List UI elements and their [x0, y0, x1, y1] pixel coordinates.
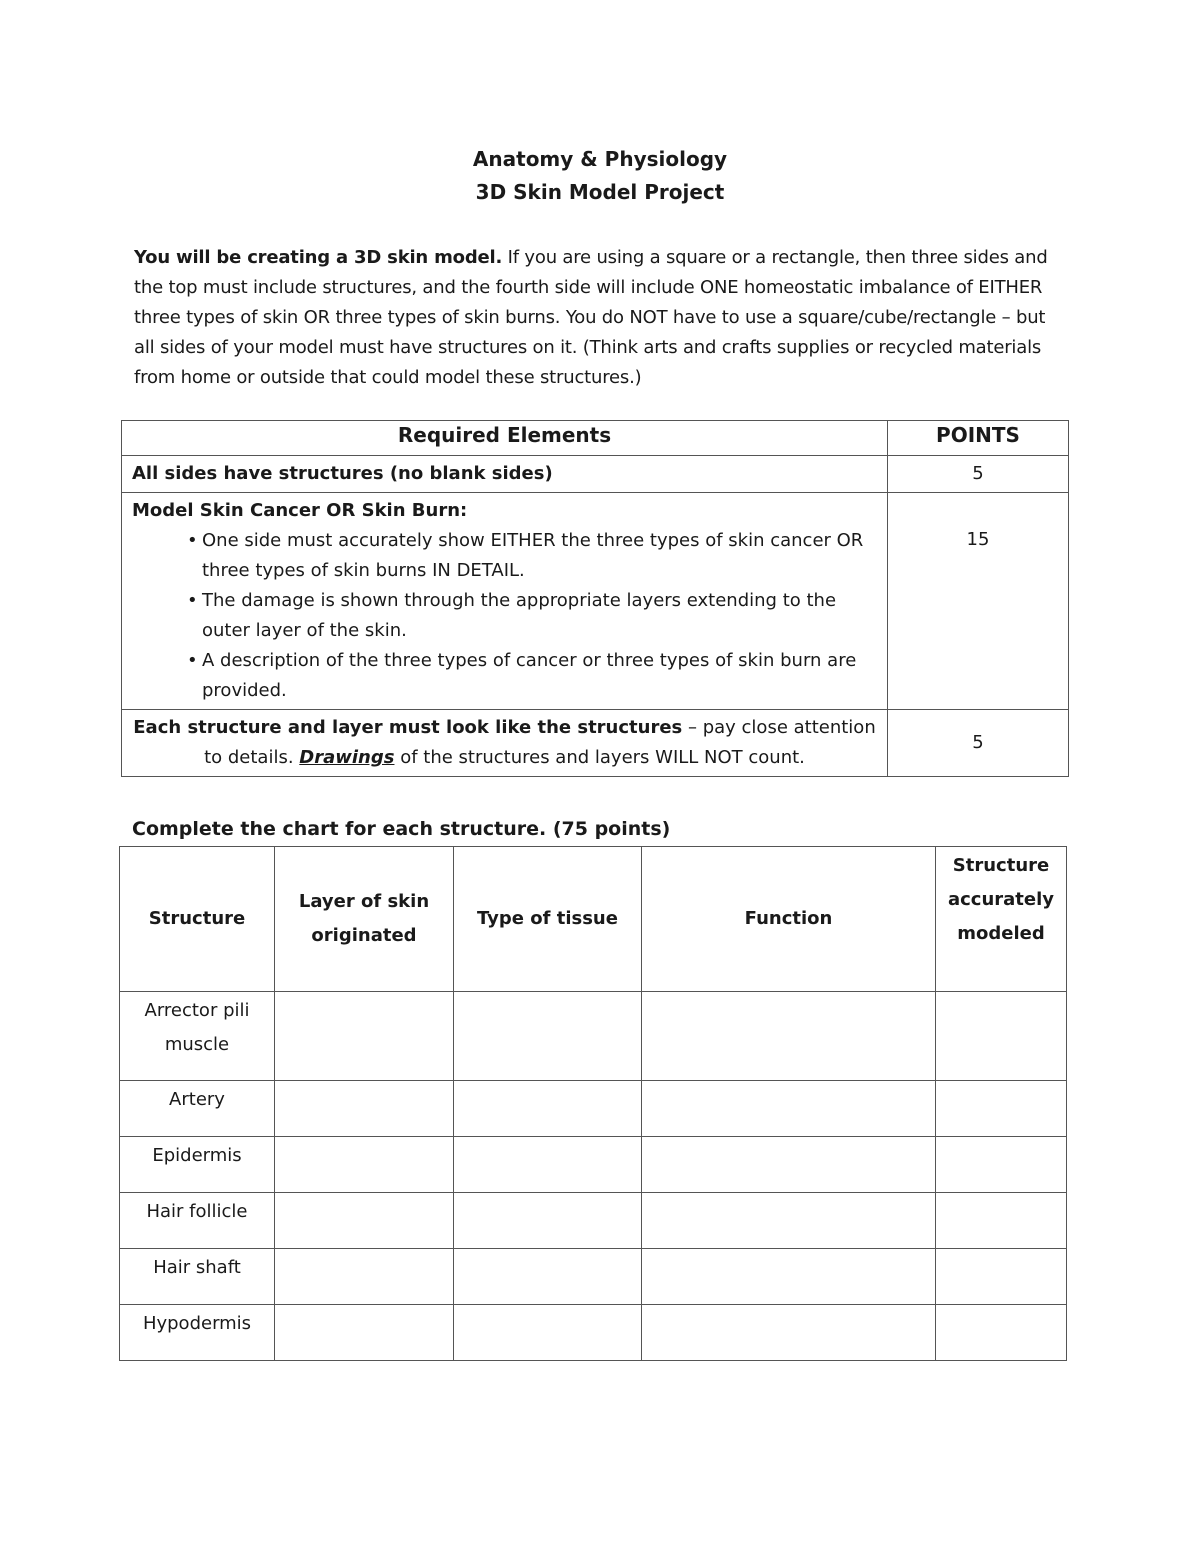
cell-accuracy[interactable]: [936, 992, 1067, 1081]
bullet-icon: •: [187, 530, 198, 551]
cell-accuracy[interactable]: [936, 1081, 1067, 1137]
cell-accuracy[interactable]: [936, 1193, 1067, 1249]
req-header-elements: Required Elements: [122, 421, 888, 456]
cell-accuracy[interactable]: [936, 1137, 1067, 1193]
cell-function[interactable]: [642, 1081, 936, 1137]
cell-function[interactable]: [642, 1193, 936, 1249]
row-structure-name: Hair follicle: [120, 1193, 275, 1249]
bullet-text: One side must accurately show EITHER the three types of skin cancer OR three types of skin burns IN DETAIL.: [202, 530, 864, 581]
cell-layer[interactable]: [275, 1081, 454, 1137]
cell-layer[interactable]: [275, 992, 454, 1081]
structure-chart-table: [119, 846, 1067, 1361]
row-structure-name: Hair shaft: [120, 1249, 275, 1305]
bullet-text: A description of the three types of cancer or three types of skin burn are provided.: [202, 650, 857, 701]
req-header-row: [122, 421, 1069, 456]
req-row-cancer-points: 15: [888, 493, 1069, 710]
row-structure-name: Artery: [120, 1081, 275, 1137]
bullet-text: The damage is shown through the appropriate layers extending to the outer layer of the skin.: [202, 590, 837, 641]
req-row-structure-text: [122, 710, 888, 777]
cell-tissue[interactable]: [454, 1305, 642, 1361]
table-row: [120, 1305, 1067, 1361]
table-row: [120, 1249, 1067, 1305]
cell-layer[interactable]: [275, 1249, 454, 1305]
req-row-sides-points: 5: [888, 456, 1069, 493]
col-function: Function: [642, 847, 936, 992]
req-row-cancer-heading: Model Skin Cancer OR Skin Burn:: [132, 500, 468, 521]
cell-function[interactable]: [642, 1249, 936, 1305]
row-structure-name: Arrector pili muscle: [120, 992, 275, 1081]
cell-layer[interactable]: [275, 1193, 454, 1249]
cell-tissue[interactable]: [454, 1081, 642, 1137]
document-title: [0, 143, 1200, 209]
cell-layer[interactable]: [275, 1305, 454, 1361]
table-row: [120, 1193, 1067, 1249]
req-header-points: POINTS: [888, 421, 1069, 456]
cell-accuracy[interactable]: [936, 1249, 1067, 1305]
chart-header-row: [120, 847, 1067, 992]
chart-heading: Complete the chart for each structure. (75 points): [132, 818, 671, 840]
req-structure-bold: Each structure and layer must look like the structures: [133, 717, 683, 738]
table-row: [120, 992, 1067, 1081]
req-structure-part3: of the structures and layers WILL NOT count.: [394, 747, 805, 768]
list-item: [187, 526, 877, 586]
req-row-cancer-cell: [122, 493, 888, 710]
cell-tissue[interactable]: [454, 1193, 642, 1249]
req-row-sides-text: All sides have structures (no blank sides): [122, 456, 888, 493]
col-structure: Structure: [120, 847, 275, 992]
title-line-2: 3D Skin Model Project: [475, 180, 725, 204]
cell-function[interactable]: [642, 1137, 936, 1193]
bullet-icon: •: [187, 590, 198, 611]
req-row-structure: [122, 710, 1069, 777]
title-line-1: Anatomy & Physiology: [472, 147, 728, 171]
table-row: [120, 1081, 1067, 1137]
required-elements-table: [121, 420, 1069, 777]
cell-tissue[interactable]: [454, 1249, 642, 1305]
cell-tissue[interactable]: [454, 1137, 642, 1193]
cell-accuracy[interactable]: [936, 1305, 1067, 1361]
req-structure-part2: – pay close attention to details.: [204, 717, 876, 768]
table-row: [120, 1137, 1067, 1193]
req-drawings-word: Drawings: [299, 747, 395, 768]
col-tissue: Type of tissue: [454, 847, 642, 992]
row-structure-name: Epidermis: [120, 1137, 275, 1193]
cell-function[interactable]: [642, 1305, 936, 1361]
req-bullet-list: [132, 526, 877, 706]
req-row-structure-points: 5: [888, 710, 1069, 777]
intro-lead: You will be creating a 3D skin model.: [134, 247, 503, 268]
cell-tissue[interactable]: [454, 992, 642, 1081]
req-row-sides: [122, 456, 1069, 493]
intro-paragraph: [134, 243, 1054, 393]
col-accuracy: Structure accurately modeled: [936, 847, 1067, 992]
req-row-cancer: [122, 493, 1069, 710]
bullet-icon: •: [187, 650, 198, 671]
cell-layer[interactable]: [275, 1137, 454, 1193]
intro-rest: If you are using a square or a rectangle, then three sides and the top must include structures, and the fourth side will include ONE homeostatic imbalance of EITHER three types of skin OR three types of skin burns. You do NOT have to use a square/cube/rectangle – but all sides of your model must have structures on it. (Think arts and crafts supplies or recycled materials from home or outside that could model these structures.): [134, 247, 1048, 388]
col-layer: Layer of skin originated: [275, 847, 454, 992]
list-item: [187, 586, 877, 646]
row-structure-name: Hypodermis: [120, 1305, 275, 1361]
list-item: [187, 646, 877, 706]
cell-function[interactable]: [642, 992, 936, 1081]
